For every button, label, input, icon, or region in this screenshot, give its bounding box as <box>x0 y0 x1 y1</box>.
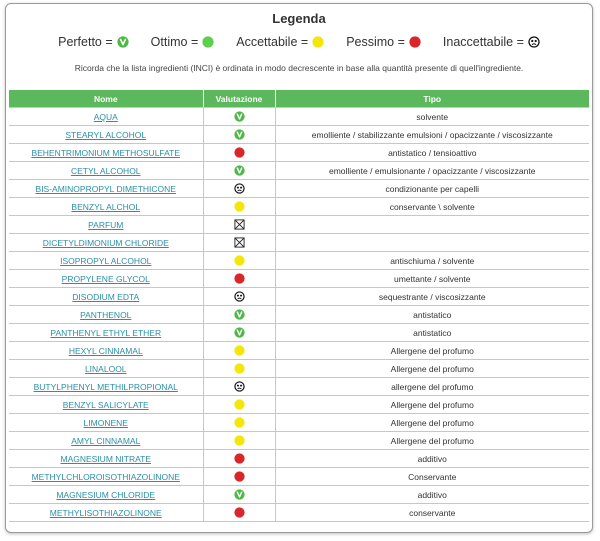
pessimo-red-dot-icon <box>234 147 245 158</box>
rating-cell <box>203 180 275 198</box>
ingredient-name-cell <box>9 234 203 252</box>
rating-cell <box>203 126 275 144</box>
ingredient-type-cell <box>275 234 589 252</box>
rating-cell <box>203 468 275 486</box>
table-row <box>9 432 589 450</box>
table-row <box>9 414 589 432</box>
ingredient-type-cell: allergene del profumo <box>275 378 589 396</box>
legend-item-accettabile <box>236 35 324 49</box>
accettabile-yellow-dot-icon <box>234 399 245 410</box>
perfetto-check-icon <box>234 327 245 338</box>
legend-item-perfetto <box>58 35 129 49</box>
legend-label: Ottimo = <box>150 35 199 49</box>
rating-cell <box>203 324 275 342</box>
ingredient-name-cell <box>9 288 203 306</box>
table-row <box>9 306 589 324</box>
rating-cell <box>203 486 275 504</box>
table-row <box>9 216 589 234</box>
ingredient-name-cell <box>9 270 203 288</box>
ingredient-name-cell <box>9 432 203 450</box>
rating-cell <box>203 378 275 396</box>
column-header-name: Nome <box>9 90 203 108</box>
accettabile-yellow-dot-icon <box>234 255 245 266</box>
ingredient-link[interactable]: ISOPROPYL ALCOHOL <box>60 255 152 266</box>
ingredient-name-cell <box>9 360 203 378</box>
ingredient-name-cell <box>9 198 203 216</box>
not-rated-cross-box-icon <box>234 219 245 230</box>
legend-item-ottimo <box>151 35 215 49</box>
ingredient-name-cell <box>9 414 203 432</box>
ingredient-link[interactable]: HEXYL CINNAMAL <box>68 345 143 356</box>
inaccettabile-face-icon <box>528 36 540 48</box>
legend-row <box>6 35 592 49</box>
ingredient-name-cell <box>9 486 203 504</box>
perfetto-check-icon <box>234 165 245 176</box>
ingredient-link[interactable]: BEHENTRIMONIUM METHOSULFATE <box>31 147 181 158</box>
ingredients-table-container <box>9 90 589 522</box>
ingredient-type-cell: Allergene del profumo <box>275 432 589 450</box>
ingredient-link[interactable]: MAGNESIUM CHLORIDE <box>56 489 156 500</box>
rating-cell <box>203 414 275 432</box>
table-row <box>9 234 589 252</box>
accettabile-yellow-dot-icon <box>312 36 324 48</box>
ingredient-link[interactable]: DISODIUM EDTA <box>72 291 140 302</box>
ingredient-type-cell: antistatico <box>275 306 589 324</box>
accettabile-yellow-dot-icon <box>234 345 245 356</box>
ingredient-name-cell <box>9 162 203 180</box>
ingredient-type-cell: Allergene del profumo <box>275 414 589 432</box>
ingredient-link[interactable]: PANTHENYL ETHYL ETHER <box>50 327 162 338</box>
inci-note: Ricorda che la lista ingredienti (INCI) è ordinata in modo decrescente in base alla quantità presente di quell'ingrediente. <box>74 63 524 73</box>
table-row <box>9 108 589 126</box>
ingredient-link[interactable]: AMYL CINNAMAL <box>71 435 141 446</box>
ingredient-link[interactable]: CETYL ALCOHOL <box>70 165 141 176</box>
table-row <box>9 252 589 270</box>
perfetto-check-icon <box>234 111 245 122</box>
column-header-type: Tipo <box>275 90 589 108</box>
pessimo-red-dot-icon <box>409 36 421 48</box>
ingredient-name-cell <box>9 378 203 396</box>
perfetto-check-icon <box>234 489 245 500</box>
table-row <box>9 126 589 144</box>
ingredient-type-cell: emolliente / emulsionante / opacizzante / viscosizzante <box>275 162 589 180</box>
rating-cell <box>203 144 275 162</box>
table-row <box>9 288 589 306</box>
column-header-rating: Valutazione <box>203 90 275 108</box>
rating-cell <box>203 270 275 288</box>
legend-item-inaccettabile <box>443 35 540 49</box>
accettabile-yellow-dot-icon <box>234 363 245 374</box>
legend-label: Perfetto = <box>58 35 113 49</box>
table-row <box>9 450 589 468</box>
table-row <box>9 504 589 522</box>
rating-cell <box>203 288 275 306</box>
ingredient-name-cell <box>9 324 203 342</box>
perfetto-check-icon <box>234 309 245 320</box>
table-row <box>9 468 589 486</box>
ingredient-link[interactable]: BUTYLPHENYL METHILPROPIONAL <box>33 381 178 392</box>
ingredient-type-cell: sequestrante / viscosizzante <box>275 288 589 306</box>
table-row <box>9 324 589 342</box>
table-row <box>9 396 589 414</box>
rating-cell <box>203 360 275 378</box>
pessimo-red-dot-icon <box>234 453 245 464</box>
ingredient-link[interactable]: METHYLCHLOROISOTHIAZOLINONE <box>31 471 180 482</box>
ingredient-name-cell <box>9 108 203 126</box>
ingredient-link[interactable]: PARFUM <box>88 219 124 230</box>
perfetto-check-icon <box>117 36 129 48</box>
ingredient-type-cell: Allergene del profumo <box>275 360 589 378</box>
ingredient-name-cell <box>9 216 203 234</box>
rating-cell <box>203 216 275 234</box>
ingredient-name-cell <box>9 468 203 486</box>
legend-label: Accettabile = <box>236 35 309 49</box>
ingredient-link[interactable]: LINALOOL <box>84 363 127 374</box>
inaccettabile-face-icon <box>234 183 245 194</box>
ingredient-type-cell: Allergene del profumo <box>275 396 589 414</box>
ingredient-link[interactable]: STEARYL ALCOHOL <box>65 129 147 140</box>
pessimo-red-dot-icon <box>234 273 245 284</box>
table-row <box>9 360 589 378</box>
ingredient-type-cell: antistatico / tensioattivo <box>275 144 589 162</box>
accettabile-yellow-dot-icon <box>234 201 245 212</box>
rating-cell <box>203 432 275 450</box>
rating-cell <box>203 306 275 324</box>
rating-cell <box>203 198 275 216</box>
ingredient-link[interactable]: LIMONENE <box>83 417 128 428</box>
rating-cell <box>203 108 275 126</box>
table-row <box>9 198 589 216</box>
ingredient-link[interactable]: PROPYLENE GLYCOL <box>61 273 150 284</box>
pessimo-red-dot-icon <box>234 471 245 482</box>
ingredient-name-cell <box>9 252 203 270</box>
ingredient-link[interactable]: AQUA <box>93 111 118 122</box>
rating-cell <box>203 162 275 180</box>
accettabile-yellow-dot-icon <box>234 417 245 428</box>
ingredient-type-cell: conservante <box>275 504 589 522</box>
table-row <box>9 378 589 396</box>
accettabile-yellow-dot-icon <box>234 435 245 446</box>
ingredient-name-cell <box>9 450 203 468</box>
rating-cell <box>203 342 275 360</box>
ingredient-type-cell: Conservante <box>275 468 589 486</box>
ingredient-name-cell <box>9 342 203 360</box>
pessimo-red-dot-icon <box>234 507 245 518</box>
ingredient-type-cell: conservante \ solvente <box>275 198 589 216</box>
ingredient-name-cell <box>9 126 203 144</box>
ingredient-link[interactable]: METHYLISOTHIAZOLINONE <box>49 507 162 518</box>
ingredient-type-cell: Allergene del profumo <box>275 342 589 360</box>
not-rated-cross-box-icon <box>234 237 245 248</box>
ingredient-name-cell <box>9 306 203 324</box>
table-row <box>9 144 589 162</box>
ingredients-table-body <box>9 108 589 522</box>
ingredient-link[interactable]: BENZYL ALCHOL <box>71 201 141 212</box>
legend-title: Legenda <box>272 11 326 26</box>
table-header-row <box>9 90 589 108</box>
ingredient-link[interactable]: MAGNESIUM NITRATE <box>60 453 151 464</box>
legend-label: Inaccettabile = <box>442 35 524 49</box>
ingredient-link[interactable]: BENZYL SALICYLATE <box>62 399 149 410</box>
table-row <box>9 270 589 288</box>
ingredient-link[interactable]: PANTHENOL <box>80 309 132 320</box>
table-row <box>9 486 589 504</box>
legend-item-pessimo <box>346 35 421 49</box>
legend-label: Pessimo = <box>346 35 405 49</box>
ingredient-name-cell <box>9 180 203 198</box>
rating-cell <box>203 504 275 522</box>
rating-cell <box>203 396 275 414</box>
ingredient-type-cell: umettante / solvente <box>275 270 589 288</box>
ingredient-name-cell <box>9 144 203 162</box>
ingredient-link[interactable]: DICETYLDIMONIUM CHLORIDE <box>42 237 169 248</box>
rating-cell <box>203 450 275 468</box>
inaccettabile-face-icon <box>234 381 245 392</box>
ingredient-name-cell <box>9 504 203 522</box>
perfetto-check-icon <box>234 129 245 140</box>
ingredients-panel <box>5 3 593 533</box>
ingredient-type-cell: solvente <box>275 108 589 126</box>
table-row <box>9 342 589 360</box>
ottimo-green-dot-icon <box>202 36 214 48</box>
table-row <box>9 180 589 198</box>
ingredient-type-cell: condizionante per capelli <box>275 180 589 198</box>
ingredient-type-cell: antistatico <box>275 324 589 342</box>
ingredient-type-cell: emolliente / stabilizzante emulsioni / opacizzante / viscosizzante <box>275 126 589 144</box>
rating-cell <box>203 234 275 252</box>
ingredients-table <box>9 90 589 522</box>
ingredient-type-cell: additivo <box>275 486 589 504</box>
ingredient-link[interactable]: BIS-AMINOPROPYL DIMETHICONE <box>35 183 176 194</box>
table-row <box>9 162 589 180</box>
ingredient-type-cell: antischiuma / solvente <box>275 252 589 270</box>
rating-cell <box>203 252 275 270</box>
inaccettabile-face-icon <box>234 291 245 302</box>
ingredient-type-cell <box>275 216 589 234</box>
ingredient-type-cell: additivo <box>275 450 589 468</box>
ingredient-name-cell <box>9 396 203 414</box>
